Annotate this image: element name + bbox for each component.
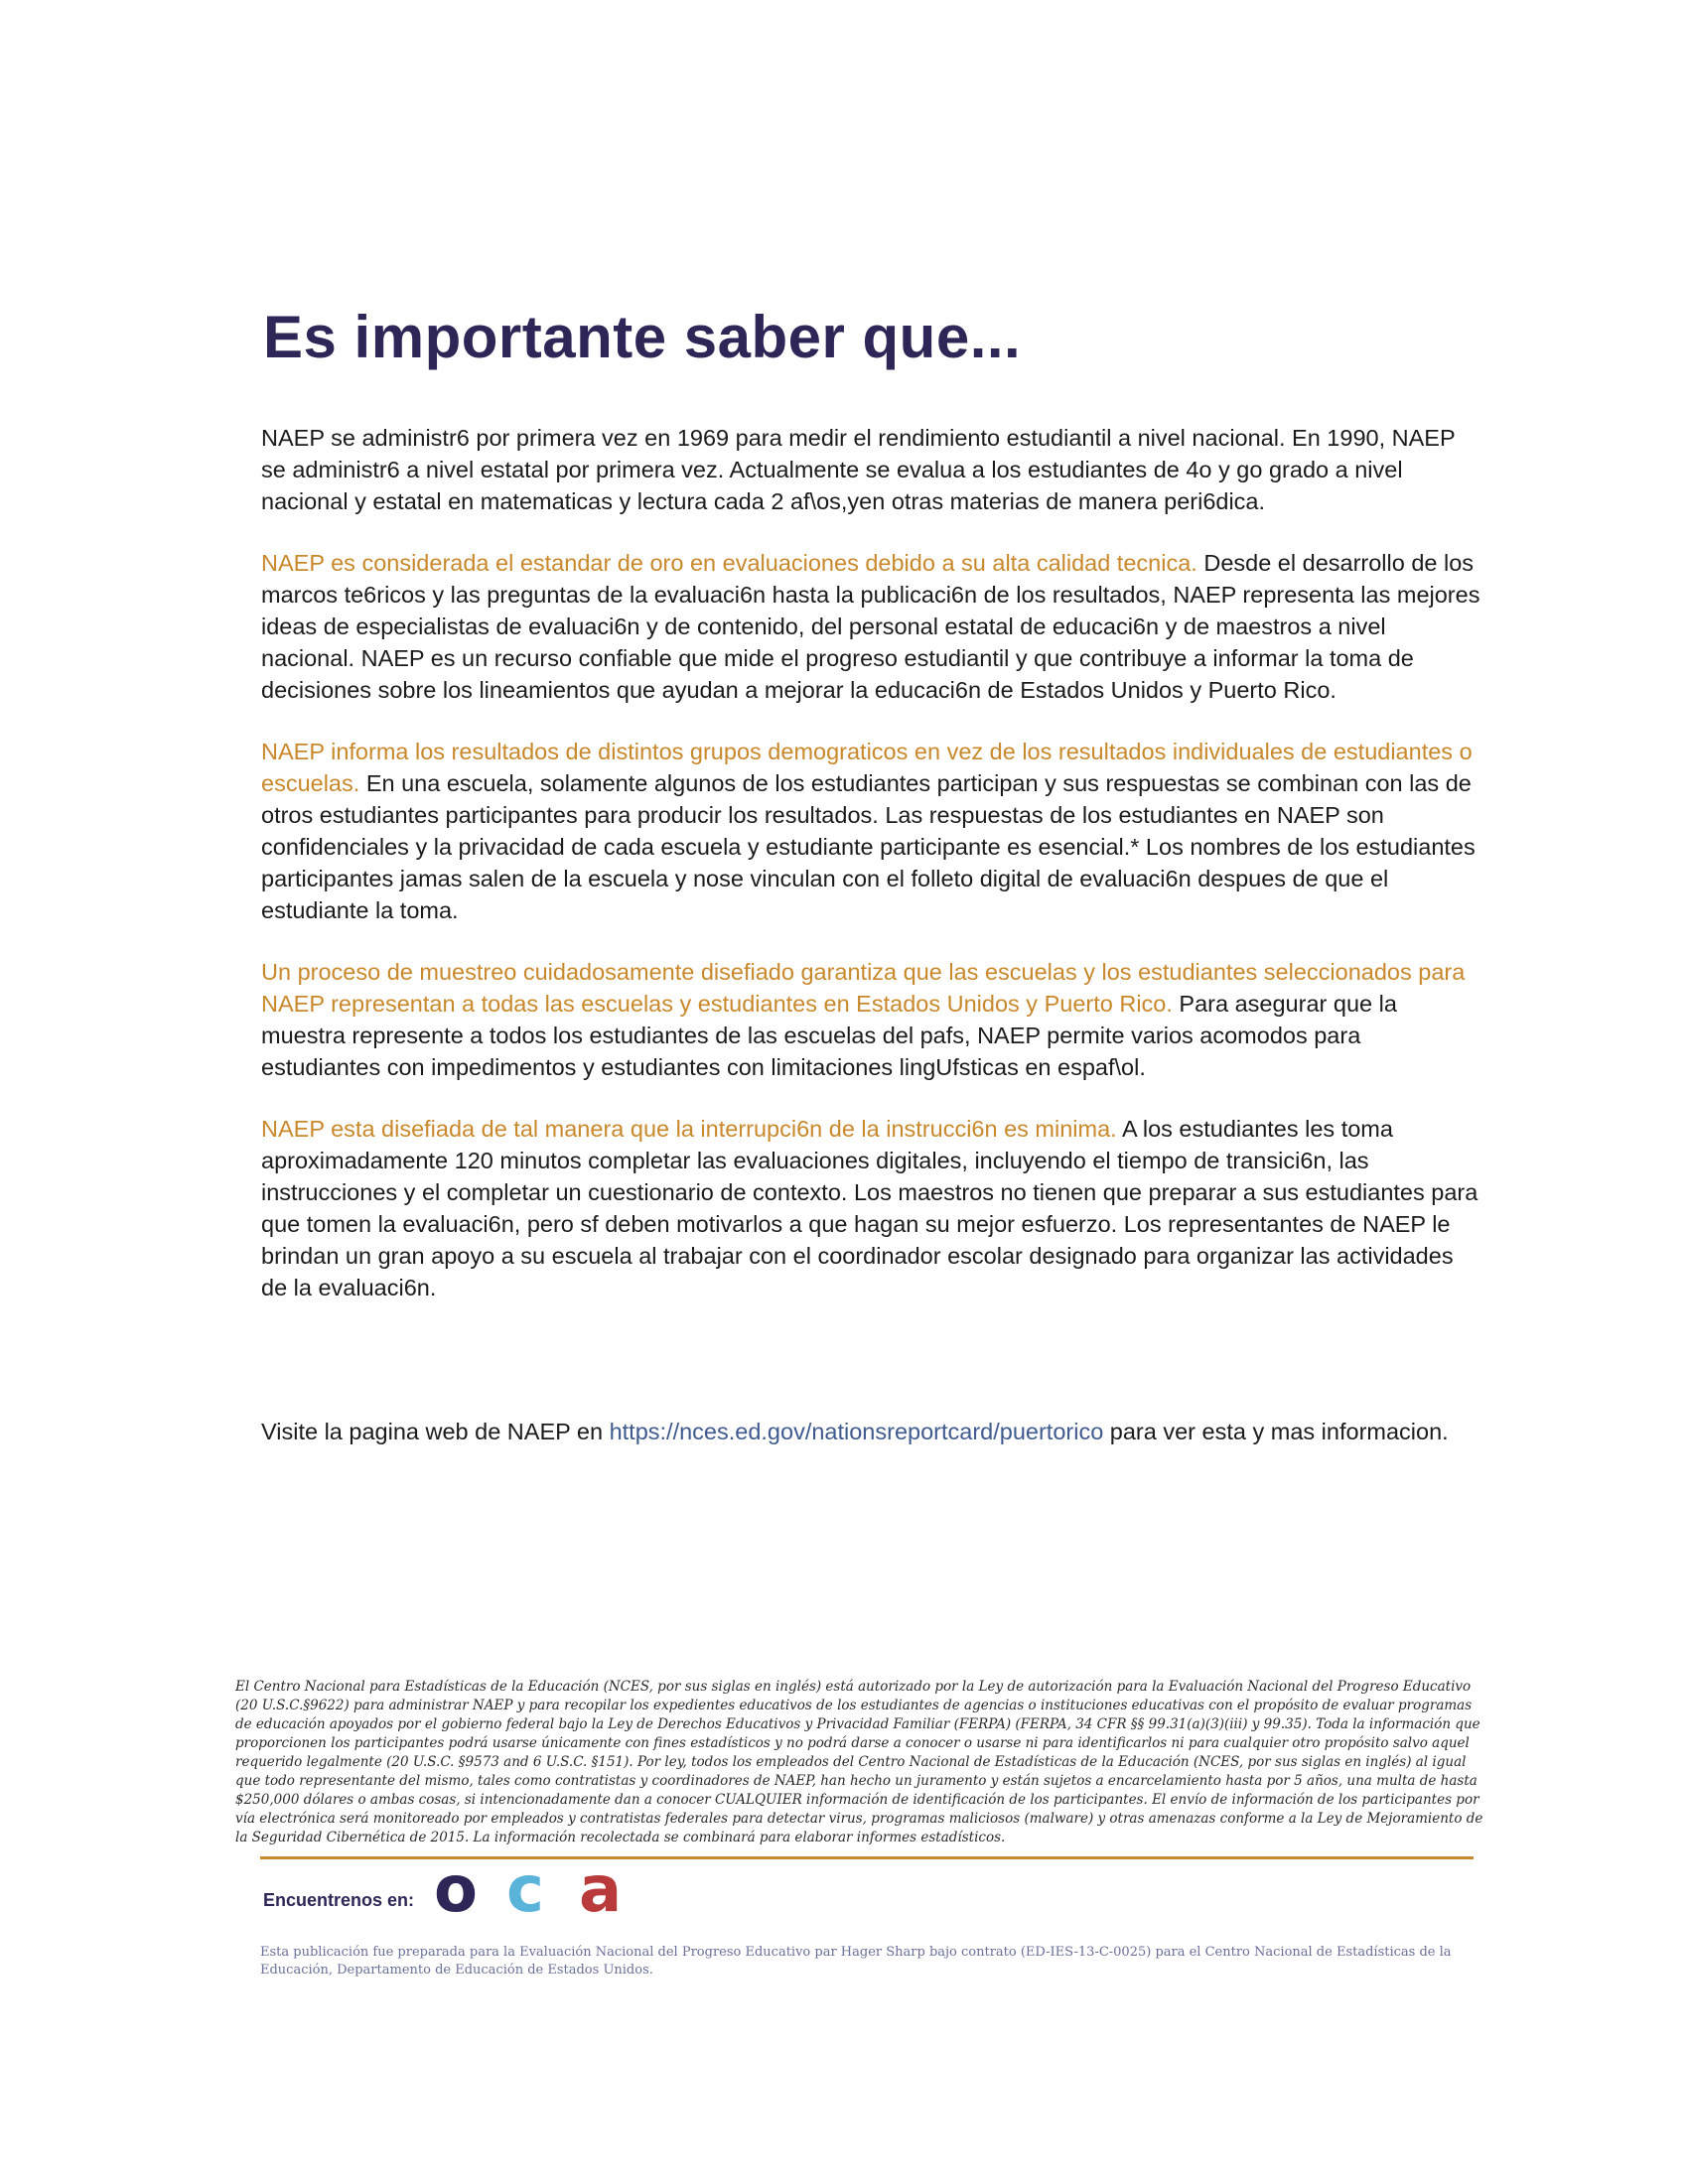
paragraph-text: Desde el desarrollo de los marcos te6ricos y las preguntas de la evaluaci6n hasta la publicaci6n de los resultados, NAEP representa las mejores ideas de especialistas de evaluaci6n y de contenido, del personal estatal de educaci6n y de maestros a nivel nacional. NAEP es un recurso confiable que mide el progreso estudiantil y que contribuye a informar la toma de decisiones sobre los lineamientos que ayudan a mejorar la educaci6n de Estados Unidos y Puerto Rico. (261, 550, 1480, 703)
social-label: Encuentrenos en: (263, 1890, 415, 1910)
paragraph-sampling (261, 956, 1482, 1083)
body-content (261, 422, 1482, 1333)
visit-text (261, 1416, 1482, 1447)
paragraph-text: Para asegurar que la muestra represente a todos los estudiantes de las escuelas del pafs, NAEP permite varios acomodos para estudiantes con impedimentos y estudiantes con limitaciones lingUfsticas en espaf\ol. (261, 991, 1397, 1080)
paragraph-highlight: NAEP esta disefiada de tal manera que la interrupci6n de la instrucci6n es minima. (261, 1116, 1122, 1142)
paragraph-text: NAEP se administr6 por primera vez en 1969 para medir el rendimiento estudiantil a nivel nacional. En 1990, NAEP se administr6 a nivel estatal por primera vez. Actualmente se evalua a los estudiantes de 4o y go grado a nivel nacional y estatal en matematicas y lectura cada 2 af\os,yen otras materias de manera peri6dica. (261, 425, 1456, 514)
paragraph-results (261, 736, 1482, 926)
paragraph-text: En una escuela, solamente algunos de los estudiantes participan y sus respuestas se combinan con las de otros estudiantes participantes para producir los resultados. Las respuestas de los estudiantes en NAEP son confidenciales y la privacidad de cada escuela y estudiante participante es esencial.* Los nombres de los estudiantes participantes jamas salen de la escuela y nose vinculan con el folleto digital de evaluaci6n despues de que el estudiante la toma. (261, 770, 1476, 923)
page-title: Es importante saber que... (263, 304, 1022, 370)
legal-notice: El Centro Nacional para Estadísticas de la Educación (NCES, por sus siglas en inglés) está autorizado por la Ley de autorización para la Evaluación Nacional del Progreso Educativo (20 U.S.C.§9622) para administrar NAEP y para recopilar los expedientes educativos de los estudiantes de agencias o instituciones educativas con el propósito de evaluar programas de educación apoyados por el gobierno federal bajo la Ley de Derechos Educativos y Privacidad Familiar (FERPA) (FERPA, 34 CFR §§ 99.31(a)(3)(iii) y 99.35). Toda la información que proporcionen los participantes podrá usarse únicamente con fines estadísticos y no podrá darse a conocer o usarse ni para identificarlos ni para cualquier otro propósito salvo aquel requerido legalmente (20 U.S.C. §9573 and 6 U.S.C. §151). Por ley, todos los empleados del Centro Nacional de Estadísticas de la Educación (NCES, por sus siglas en inglés) al igual que todo representante del mismo, tales como contratistas y coordinadores de NAEP, han hecho un juramento y están sujetos a encarcelamiento hasta por 5 años, una multa de hasta $250,000 dólares o ambas cosas, si intencionadamente dan a conocer CUALQUIER información de identificación de los participantes. El envío de información de los participantes por vía electrónica será monitoreado por empleados y contratistas federales para detectar virus, programas maliciosos (malware) y otras amenazas conforme a la Ley de Mejoramiento de la Seguridad Cibernética de 2015. La información recolectada se combinará para elaborar informes estadísticos. (235, 1679, 1483, 1845)
youtube-icon[interactable]: a (579, 1853, 623, 1927)
paragraph-highlight: Un proceso de muestreo cuidadosamente disefiado garantiza que las escuelas y los estudiantes seleccionados para NAEP representan a todas las escuelas y estudiantes en Estados Unidos y Puerto Rico. (261, 959, 1466, 1017)
paragraph-history (261, 422, 1482, 517)
paragraph-highlight: NAEP es considerada el estandar de oro en evaluaciones debido a su alta calidad tecnica. (261, 550, 1204, 576)
paragraph-text: A los estudiantes les toma aproximadamente 120 minutos completar las evaluaciones digitales, incluyendo el tiempo de transici6n, las instrucciones y el completar un cuestionario de contexto. Los maestros no tienen que preparar a sus estudiantes para que tomen la evaluaci6n, pero sf deben motivarlos a que hagan su mejor esfuerzo. Los representantes de NAEP le brindan un gran apoyo a su escuela al trabajar con el coordinador escolar designado para organizar las actividades de la evaluaci6n. (261, 1116, 1478, 1300)
paragraph-quality (261, 547, 1482, 706)
paragraph-interruption (261, 1113, 1482, 1303)
visit-prefix: Visite la pagina web de NAEP en (261, 1419, 610, 1444)
naep-website-link[interactable]: https://nces.ed.gov/nationsreportcard/puertorico (609, 1419, 1104, 1444)
facebook-icon[interactable]: o (434, 1853, 478, 1927)
twitter-icon[interactable]: c (506, 1853, 544, 1927)
paragraph-highlight: NAEP informa los resultados de distintos grupos demograticos en vez de los resultados individuales de estudiantes o escuelas. (261, 739, 1473, 796)
publication-credit: Esta publicación fue preparada para la Evaluación Nacional del Progreso Educativo par Hager Sharp bajo contrato (ED-IES-13-C-0025) para el Centro Nacional de Estadísticas de la Educación, Departamento de Educación de Estados Unidos. (260, 1945, 1452, 1978)
visit-suffix: para ver esta y mas informacion. (1103, 1419, 1449, 1444)
